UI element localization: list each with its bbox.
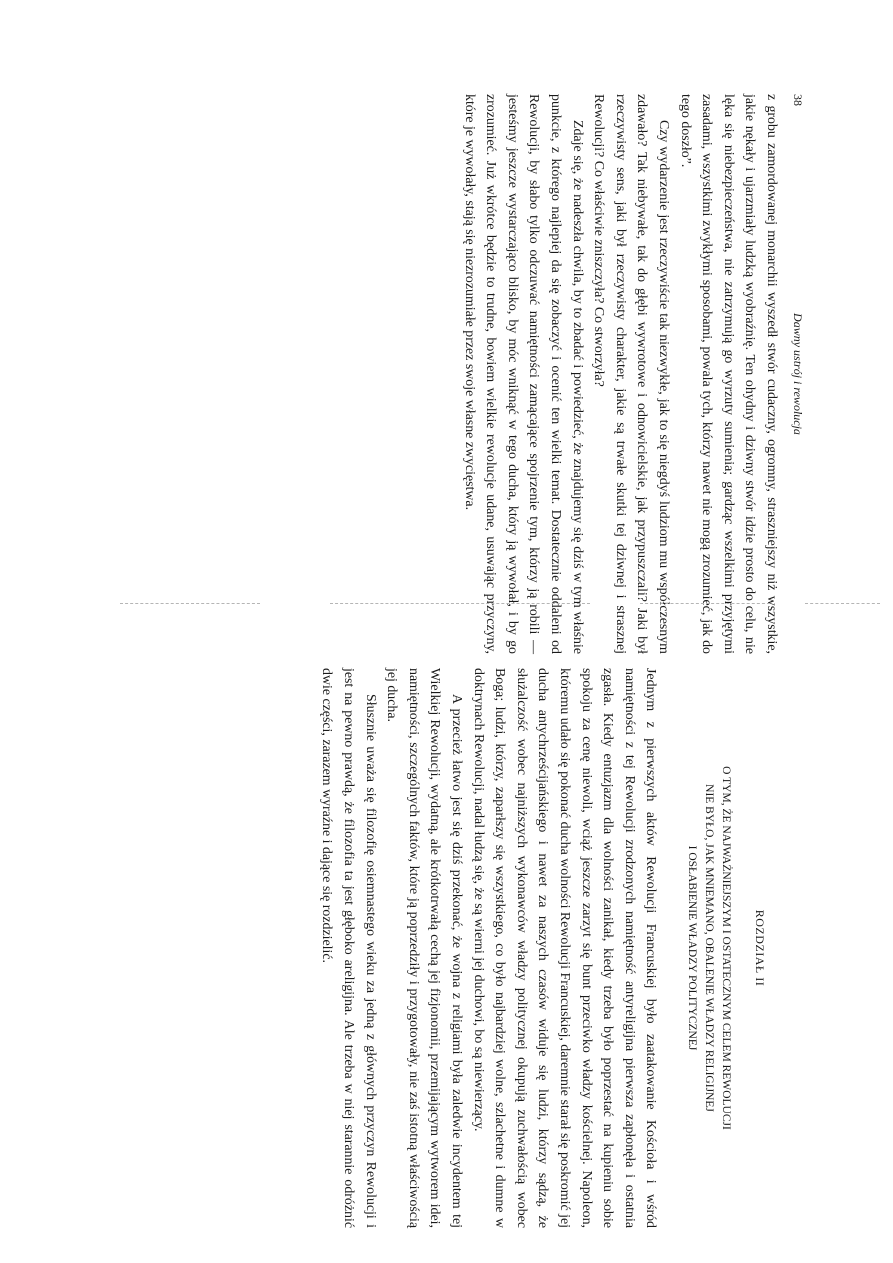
paragraph-3: Zdaje się, że nadeszła chwila, by to zbadać i powiedzieć, że znajdujemy się dziś w tym właśnie punkcie, z którego najlepiej da się zobaczyć i ocenić ten wielki temat. Dostatecznie oddaleni od Rewolucji, by słabo tylko odczuwać namiętności zamącające spojrzenie tym, którzy ją robili — jesteśmy jeszcze wystarczająco blisko, by móc wniknąć w tego ducha, który ją wywołał, i by go zrozumieć. Już wkrótce będzie to trudne, bowiem wielkie rewolucje udane, usuwając przyczyny, które je wywołały, stają się niezrozumiałe przez swoje własne zwycięstwa. bbox=[461, 94, 585, 654]
page-fold-line bbox=[330, 603, 590, 604]
paragraph-2: Czy wydarzenie jest rzeczywiście tak niezwykłe, jak to się niegdyś ludziom mu współczesnym zdawało? Tak niebywałe, tak do głębi wywrotowe i odnowicielskie, jak przypuszczali? Jaki był rzeczywisty sens, jaki był rzeczywisty charakter, jakie są trwałe skutki tej dziwnej i strasznej Rewolucji? Co właściwie zniszczyła? Co stworzyła? bbox=[591, 94, 672, 654]
chapter-title bbox=[683, 668, 734, 1228]
right-page bbox=[319, 668, 820, 1228]
chapter-title-line: NIE BYŁO, JAK MNIEMANO, OBALENIE WŁADZY RELIGIJNEJ bbox=[703, 784, 716, 1112]
paragraph-1: Jednym z pierwszych aktów Rewolucji Francuskiej było zaatakowanie Kościoła i wśród namiętności z tej Rewolucji zrodzonych namiętność antyreligijna pierwsza zapłonęła i ostatnia zgasła. Kiedy entuzjazm dla wolności zanikał, kiedy trzeba było poprzestać na kupieniu sobie spokoju za cenę niewoli, wciąż jeszcze zarzyt się bunt przeciwko władzy kościelnej. Napoleon, któremu udało się pokonać ducha wolności Rewolucji Francuskiej, daremnie starał się poskromić jej ducha antychrześcijańskiego i nawet za naszych czasów widuje się ludzi, którzy sądzą, że służalczość wobec najniższych wykonawców władzy politycznej okupują zuchwałością wobec Boga; ludzi, którzy, zaparłszy się wszystkiego, co było najbardziej wolne, szlachetne i dumne w doktrynach Rewolucji, nadal łudzą się, że są wierni jej duchowi, bo są niewierzący. bbox=[470, 668, 659, 1228]
chapter-label: ROZDZIAŁ II bbox=[753, 909, 767, 987]
chapter-title-line: O TYM, ŻE NAJWAŻNIEJSZYM I OSTATECZNYM CELEM REWOLUCJI bbox=[720, 766, 733, 1130]
chapter-title-line: I OSŁABIENIE WŁADZY POLITYCZNEJ bbox=[686, 845, 699, 1051]
page-fold-line bbox=[120, 603, 260, 604]
paragraph-1: z grobu zamordowanej monarchii wyszedł stwór cudaczny, ogromny, straszniejszy niż wszystkie, jakie nękały i ujarzmiały ludzką wyobraźnię. Ten ohydny i dziwny stwór idzie prosto do celu, nie lęka się niebezpieczeństwa, nie zatrzymują go wyrzuty sumienia; gardząc wszelkimi przyjętymi zasadami, wszystkimi zwykłymi sposobami, powala tych, którzy nawet nie mogą zrozumieć, jak do tego doszło”. bbox=[677, 94, 779, 654]
running-head bbox=[782, 94, 808, 654]
page-number: 38 bbox=[791, 94, 805, 106]
paragraph-3: Słusznie uważa się filozofię osiemnastego wieku za jedną z głównych przyczyn Rewolucji i jest na pewno prawdą, że filozofia ta jest głęboko areligijna. Ale trzeba w niej starannie odróżnić dwie części, zarazem wyraźne i dające się rozdzielić. bbox=[319, 668, 378, 1228]
running-title: Dawny ustrój i rewolucja bbox=[791, 313, 805, 435]
left-page bbox=[370, 94, 808, 654]
paragraph-2: A przecież łatwo jest się dziś przekonać, że wojna z religiami była zaledwie incydentem tej Wielkiej Rewolucji, wydatną, ale krótkotrwałą cechą jej fizjonomii, przemijającym wytworem idei, namiętności, szczególnych faktów, które ją poprzedziły i przygotowały, nie zaś istotną właściwością jej ducha. bbox=[384, 668, 465, 1228]
page-fold-line bbox=[640, 603, 770, 604]
page-fold-line bbox=[805, 603, 880, 604]
